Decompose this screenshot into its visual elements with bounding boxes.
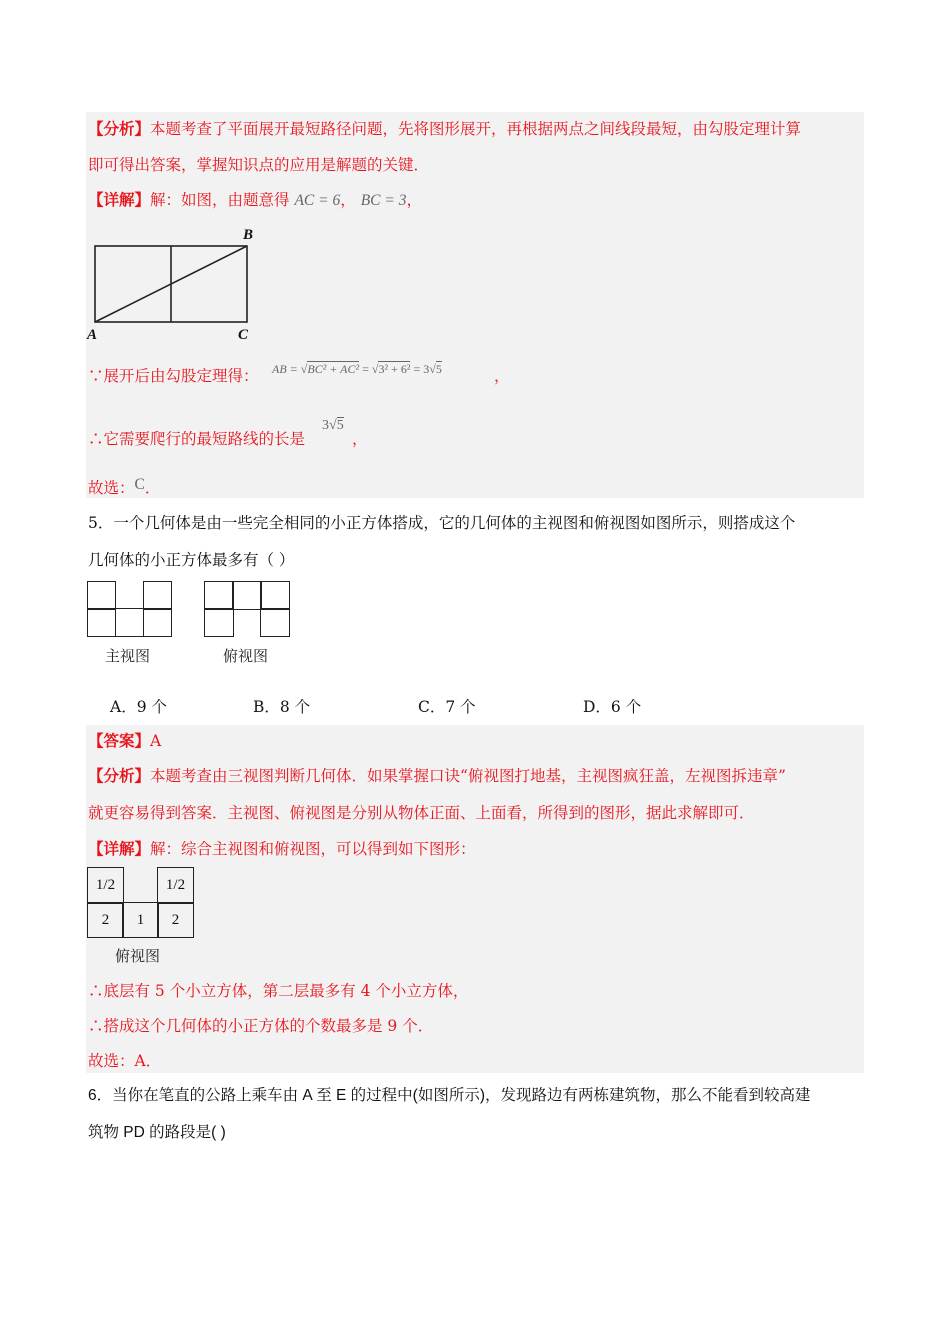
q4-analysis-line1 <box>88 119 801 139</box>
option-b: B．8 个 <box>253 698 311 716</box>
q5-analysis-line1 <box>88 766 786 786</box>
radicand-1: BC² + AC² <box>307 362 360 376</box>
because-text: ∵展开后由勾股定理得： <box>88 367 259 385</box>
top-view-figure <box>204 581 290 637</box>
grid-cell-bottom-middle: 1 <box>122 902 159 938</box>
equals-coef: = 3 <box>413 362 430 376</box>
q6-stem-line2: 筑物 PD 的路段是( ) <box>88 1124 226 1141</box>
label-a: A <box>87 327 98 343</box>
radicand-2: 3² + 6² <box>378 362 411 376</box>
front-cell <box>115 608 144 637</box>
analysis-text: 本题考查由三视图判断几何体．如果掌握口诀“俯视图打地基，主视图疯狂盖，左视图拆违章” <box>150 767 786 785</box>
grid-caption: 俯视图 <box>115 947 161 965</box>
option-a: A．9 个 <box>110 698 167 716</box>
sqrt-sign: √ <box>300 362 308 376</box>
option-c: C．7 个 <box>418 698 476 716</box>
grid-cell-top-right: 1/2 <box>157 867 194 904</box>
front-cell <box>87 608 116 637</box>
sqrt-sign: √ <box>329 418 337 433</box>
equals: = <box>362 362 369 376</box>
result-value <box>322 418 344 434</box>
analysis-text: 本题考查了平面展开最短路径问题，先将图形展开，再根据两点之间线段最短，由勾股定理计算 <box>150 120 802 138</box>
top-cell <box>204 581 234 610</box>
q5-analysis-line2: 就更容易得到答案．主视图、俯视图是分别从物体正面、上面看，所得到的图形，据此求解即可． <box>88 804 755 822</box>
q4-detail-line <box>88 190 422 211</box>
sqrt-sign: √ <box>371 362 379 376</box>
grid-cell-top-left: 1/2 <box>87 867 124 904</box>
top-cell <box>260 581 290 610</box>
radicand-3: 5 <box>435 362 442 376</box>
front-view-caption: 主视图 <box>105 647 151 665</box>
detail-tag: 【详解】 <box>88 839 151 858</box>
label-c: C <box>238 327 249 343</box>
detail-text: 解：如图，由题意得 <box>150 191 290 209</box>
q5-choose-line: 故选：A． <box>88 1052 162 1070</box>
ab-left: AB = <box>272 362 298 376</box>
label-b: B <box>243 227 254 243</box>
q4-therefore-line <box>88 429 305 449</box>
front-view-figure <box>87 581 172 637</box>
comma: ， <box>406 191 422 209</box>
q5-conclusion1: ∴底层有 5 个小立方体，第二层最多有 4 个小立方体， <box>88 982 469 1000</box>
therefore-text: ∴它需要爬行的最短路线的长是 <box>88 430 306 448</box>
bc-expression: BC = 3 <box>360 192 407 209</box>
top-cell <box>232 581 262 610</box>
grid-cell-bottom-right: 2 <box>157 902 194 938</box>
choose-end: ． <box>144 479 161 497</box>
detail-text: 解：综合主视图和俯视图，可以得到如下图形： <box>150 840 476 858</box>
answer-tag: 【答案】 <box>88 731 151 750</box>
q4-analysis-line2: 即可得出答案，掌握知识点的应用是解题的关键． <box>88 156 430 174</box>
q4-because-line <box>88 366 259 386</box>
result-radicand: 5 <box>336 418 344 433</box>
q6-stem-line1: 6．当你在笔直的公路上乘车由 A 至 E 的过程中(如图所示)，发现路边有两栋建筑物，那么不能看到较高建 <box>88 1087 811 1104</box>
front-cell <box>143 581 172 610</box>
result-coef: 3 <box>322 418 329 433</box>
result-end: ， <box>352 430 368 448</box>
top-cell <box>204 608 234 637</box>
q4-choose-line <box>88 478 160 499</box>
analysis-tag: 【分析】 <box>88 119 151 138</box>
q5-answer-line <box>88 731 161 751</box>
sqrt-sign: √ <box>429 362 436 376</box>
option-d: D．6 个 <box>583 698 642 716</box>
front-cell <box>87 581 116 610</box>
q5-detail-line <box>88 839 476 859</box>
choose-text: 故选： <box>88 479 135 497</box>
formula-end: ， <box>494 367 510 385</box>
comma: ， <box>340 191 356 209</box>
ac-expression: AC = 6 <box>294 192 341 209</box>
q5-conclusion2: ∴搭成这个几何体的小正方体的个数最多是 9 个． <box>88 1017 434 1035</box>
answer-value: A <box>150 732 162 750</box>
ab-formula <box>272 360 442 378</box>
q5-stem-line1: 5．一个几何体是由一些完全相同的小正方体搭成，它的几何体的主视图和俯视图如图所示，则搭成这个 <box>88 514 796 532</box>
unfolded-rectangle-figure <box>84 224 264 344</box>
combined-grid-figure <box>87 867 194 938</box>
analysis-tag: 【分析】 <box>88 766 151 785</box>
grid-cell-bottom-left: 2 <box>87 902 124 938</box>
detail-tag: 【详解】 <box>88 190 151 209</box>
top-cell <box>260 608 290 637</box>
top-view-caption: 俯视图 <box>223 647 269 665</box>
choose-value: C <box>134 476 145 493</box>
front-cell <box>143 608 172 637</box>
q5-stem-line2: 几何体的小正方体最多有（ ） <box>88 551 295 569</box>
